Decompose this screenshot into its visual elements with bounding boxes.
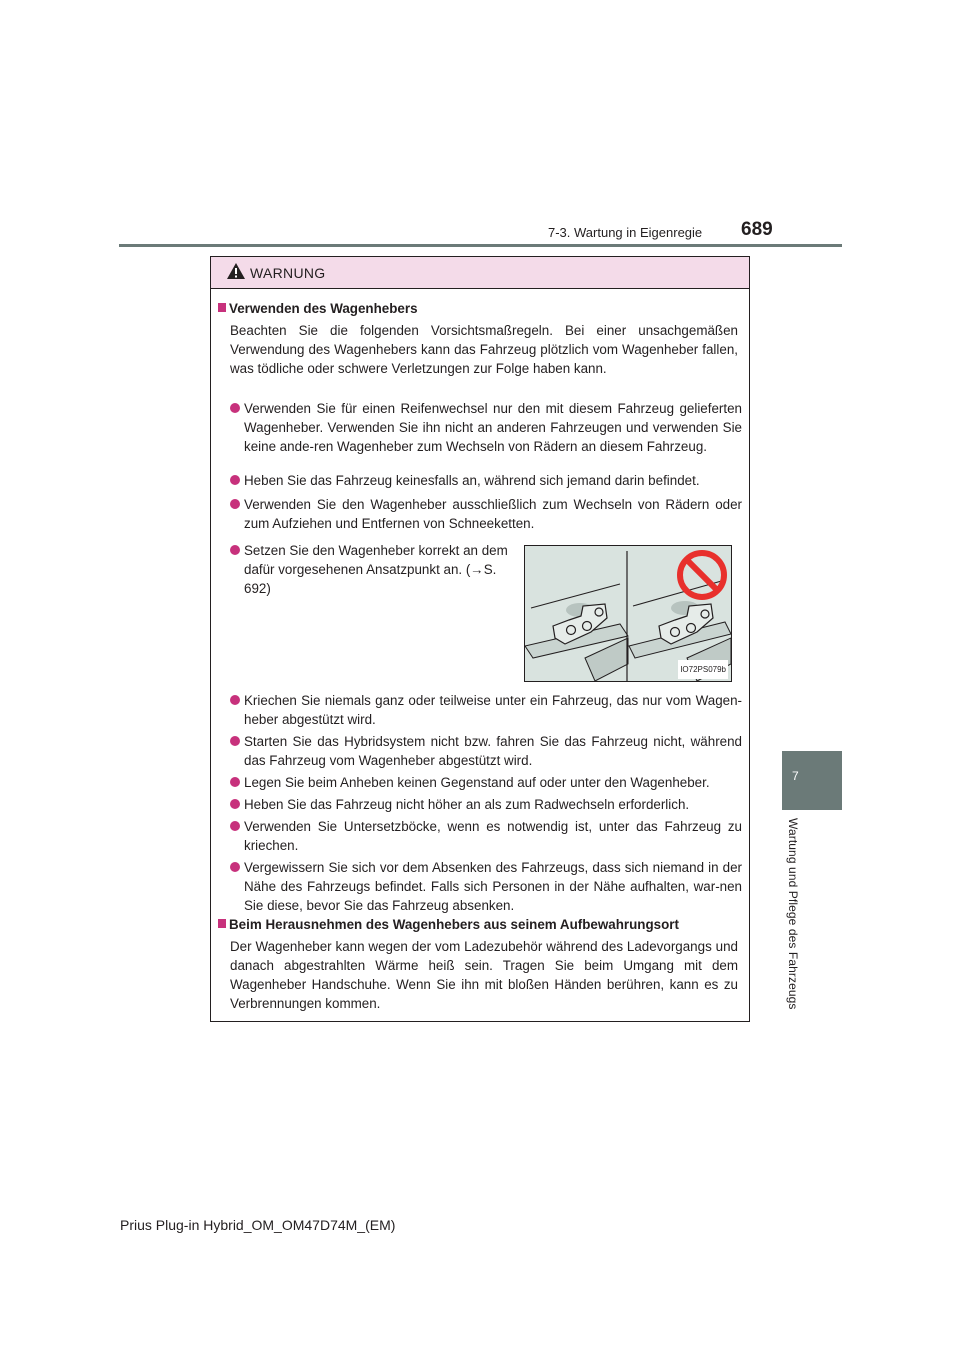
bullet-item (230, 495, 742, 533)
section-title: 7-3. Wartung in Eigenregie (548, 225, 703, 240)
bullet-text: Vergewissern Sie sich vor dem Absenken des Fahrzeugs, dass sich niemand in der Nähe des Fahrzeugs befindet. Falls sich Personen in der Nähe aufhalten, war-nen Sie diese, bevor Sie das Fahrzeug absenken. (244, 860, 742, 913)
section-heading: Beim Herausnehmen des Wagenhebers aus seinem Aufbewahrungsort (218, 915, 738, 934)
jack-position-illustration (524, 545, 732, 682)
bullet-text: Kriechen Sie niemals ganz oder teilweise unter ein Fahrzeug, das nur vom Wagen-heber abgestützt wird. (244, 693, 742, 727)
section-jack-removal (218, 915, 738, 1013)
page-number: 689 (741, 219, 773, 240)
round-bullet-icon (230, 475, 240, 485)
chapter-number: 7 (792, 769, 799, 783)
bullet-item (230, 773, 742, 792)
bullet-text: Verwenden Sie für einen Reifenwechsel nur den mit diesem Fahrzeug gelieferten Wagenheber. Verwenden Sie ihn nicht an anderen Fahrzeugen und verwenden Sie keine ande-ren Wagenheber zum Wechseln von Rädern an diesem Fahrzeug. (244, 401, 742, 454)
bullet-text: Setzen Sie den Wagenheber korrekt an dem dafür vorgesehenen Ansatzpunkt an. (→S. 692) (244, 543, 508, 596)
section-intro: Der Wagenheber kann wegen der vom Ladezubehör während des Ladevorgangs und danach abgestrahlten Wärme heiß sein. Tragen Sie beim Umgang mit dem Wagenheber Handschuhe. Wenn Sie ihn mit bloßen Händen berühren, kann es zu Verbrennungen kommen. (230, 939, 738, 1011)
section-heading: Verwenden des Wagenhebers (218, 299, 738, 318)
bullet-item (230, 471, 742, 490)
round-bullet-icon (230, 799, 240, 809)
bullet-item (230, 817, 742, 855)
round-bullet-icon (230, 545, 240, 555)
bullet-item (230, 795, 742, 814)
chapter-title-wrapper (781, 818, 811, 1023)
bullet-item (230, 691, 742, 729)
chapter-tab (782, 751, 842, 810)
document-footer: Prius Plug-in Hybrid_OM_OM47D74M_(EM) (120, 1217, 396, 1233)
round-bullet-icon (230, 862, 240, 872)
bullet-text: Verwenden Sie den Wagenheber ausschließlich zum Wechseln von Rädern oder zum Aufziehen und Entfernen von Schneeketten. (244, 497, 742, 531)
bullet-text: Heben Sie das Fahrzeug nicht höher an als zum Radwechseln erforderlich. (244, 797, 690, 812)
round-bullet-icon (230, 695, 240, 705)
warning-triangle-icon (226, 262, 246, 280)
warning-box (210, 256, 750, 1022)
bullet-text: Starten Sie das Hybridsystem nicht bzw. fahren Sie das Fahrzeug nicht, während das Fahrzeug vom Wagenheber abgestützt wird. (244, 734, 742, 768)
round-bullet-icon (230, 499, 240, 509)
bullet-item (230, 858, 742, 915)
warning-title: WARNUNG (250, 265, 326, 281)
bullet-text: Verwenden Sie Untersetzböcke, wenn es notwendig ist, unter das Fahrzeug zu kriechen. (244, 819, 742, 853)
round-bullet-icon (230, 736, 240, 746)
bullet-item (230, 399, 742, 456)
header-divider (119, 244, 842, 247)
section-jack-usage (218, 299, 738, 378)
section-intro: Beachten Sie die folgenden Vorsichtsmaßregeln. Bei einer unsachgemäßen Verwendung des Wagenhebers kann das Fahrzeug plötzlich vom Wagenheber fallen, was tödliche oder schwere Verletzungen zur Folge haben kann. (230, 323, 738, 376)
warning-header (211, 257, 749, 289)
bullet-item (230, 732, 742, 770)
chapter-title: Wartung und Pflege des Fahrzeugs (786, 818, 800, 1010)
square-bullet-icon (218, 303, 226, 312)
square-bullet-icon (218, 919, 226, 928)
round-bullet-icon (230, 821, 240, 831)
bullet-text: Legen Sie beim Anheben keinen Gegenstand auf oder unter den Wagenheber. (244, 775, 710, 790)
bullet-text: Heben Sie das Fahrzeug keinesfalls an, während sich jemand darin befindet. (244, 473, 700, 488)
round-bullet-icon (230, 403, 240, 413)
figure-code: IO72PS079b (678, 660, 728, 679)
round-bullet-icon (230, 777, 240, 787)
bullet-item (230, 541, 508, 598)
